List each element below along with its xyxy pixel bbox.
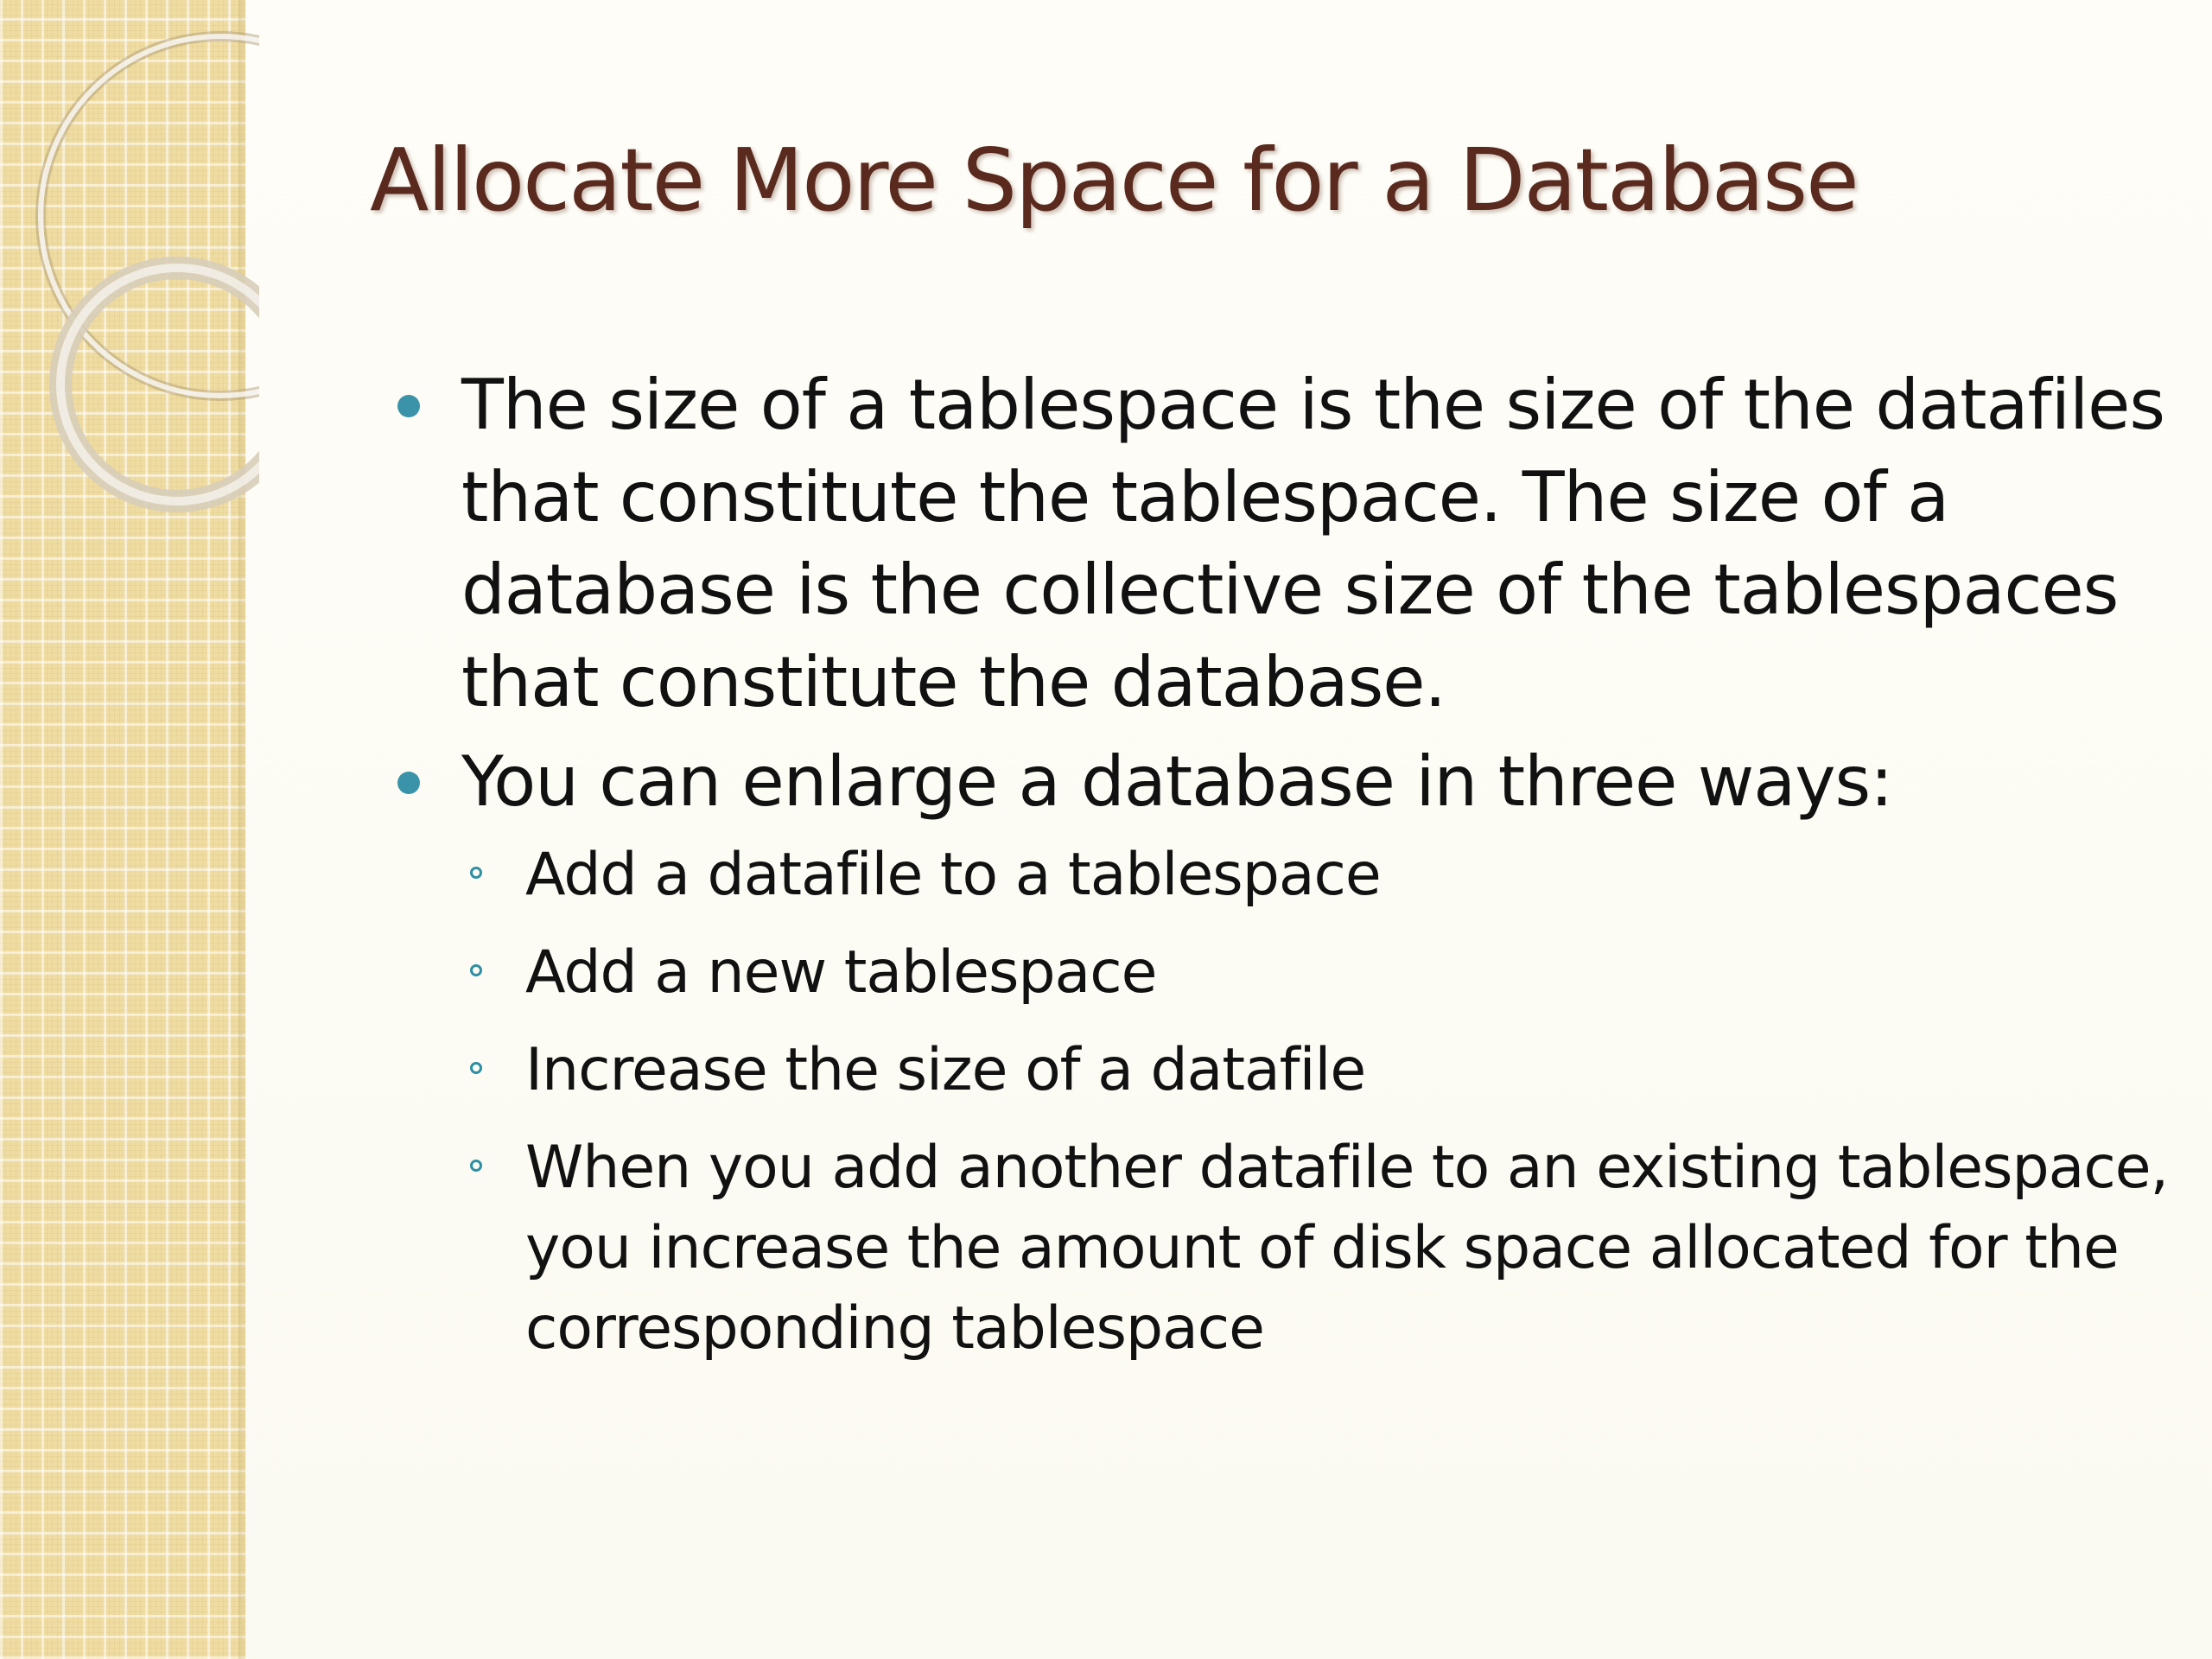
- sub-bullet-text: When you add another datafile to an existing tablespace, you increase the amount of disk space allocated for the corresponding tablespace: [525, 1134, 2169, 1363]
- sub-bullet-item: [389, 835, 2169, 915]
- sub-bullet-item: [389, 1128, 2169, 1369]
- bullet-text: The size of a tablespace is the size of the datafiles that constitute the tablespace. The size of a database is the collective size of the tablespaces that constitute the database.: [461, 365, 2165, 722]
- sub-bullet-text: Increase the size of a datafile: [525, 1036, 1366, 1104]
- slide-body: [389, 359, 2169, 1386]
- sub-bullet-circle-icon: [470, 964, 482, 976]
- sub-bullet-text: Add a datafile to a tablespace: [525, 841, 1381, 909]
- bullet-item: [389, 359, 2169, 728]
- sub-bullet-circle-icon: [470, 1062, 482, 1074]
- decorative-rings: [0, 0, 259, 553]
- sub-bullet-text: Add a new tablespace: [525, 938, 1157, 1007]
- slide-title: Allocate More Space for a Database: [370, 130, 1858, 231]
- sub-bullet-item: [389, 1030, 2169, 1110]
- sub-bullet-circle-icon: [470, 867, 482, 879]
- sub-bullet-item: [389, 932, 2169, 1013]
- bullet-item: [389, 735, 2169, 828]
- bullet-text: You can enlarge a database in three ways:: [461, 741, 1893, 822]
- bullet-dot-icon: [397, 395, 420, 417]
- sub-bullet-circle-icon: [470, 1160, 482, 1172]
- bullet-dot-icon: [397, 772, 420, 794]
